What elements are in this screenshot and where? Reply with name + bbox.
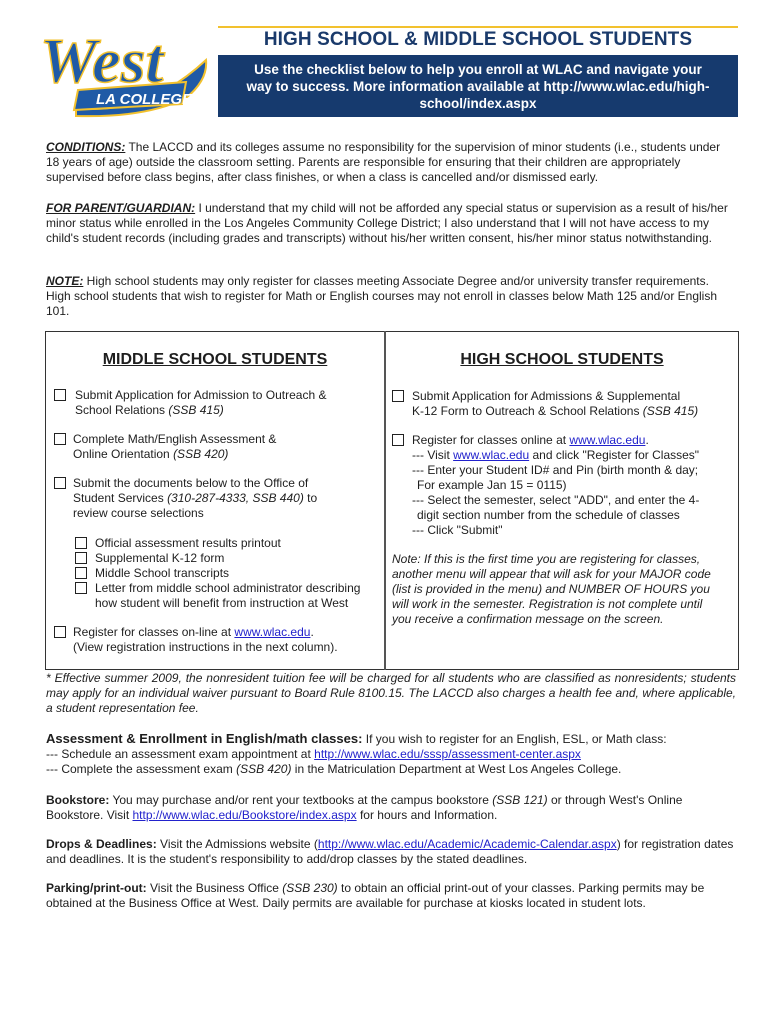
step-line	[412, 463, 699, 478]
assessment-center-link[interactable]: http://www.wlac.edu/sssp/assessment-center.aspx	[314, 747, 581, 761]
page-title: HIGH SCHOOL & MIDDLE SCHOOL STUDENTS	[263, 29, 693, 50]
note-text: High school students may only register for classes meeting Associate Degree and/or university transfer requirements. High school students that wish to register for Math or English courses may not enroll in classes below Math 125 and/or English 101.	[46, 274, 718, 318]
drops-label: Drops & Deadlines:	[46, 837, 157, 851]
note-paragraph	[46, 274, 736, 319]
item-text: Submit Application for Admissions & Supplemental	[412, 389, 681, 403]
step-text: Enter your Student ID# and Pin (birth month & day;	[427, 463, 699, 477]
hs-registration-steps	[412, 448, 699, 538]
step-text: For example Jan 15 = 0115)	[417, 478, 567, 492]
phone-room-reference: (310-287-4333, SSB 440)	[167, 491, 304, 505]
note-line: you receive a confirmation message on the screen.	[392, 612, 664, 626]
banner-line: school/index.aspx	[419, 96, 537, 111]
item-text: School Relations	[75, 403, 169, 417]
middle-school-title: MIDDLE SCHOOL STUDENTS	[102, 351, 328, 368]
step-text: Select the semester, select "ADD", and enter the 4-	[427, 493, 700, 507]
parking-text: to obtain an official print-out of your classes. Parking permits may be obtained at the Business Office at West. Daily permits are available for purchase at kiosks located in student lots.	[46, 881, 705, 910]
checkbox[interactable]	[392, 434, 404, 446]
item-text: Register for classes online at	[412, 433, 570, 447]
parent-guardian-label: FOR PARENT/GUARDIAN:	[46, 201, 196, 215]
checkbox[interactable]	[54, 433, 66, 445]
note-line: will work in the semester. Registration is not complete until	[392, 597, 703, 611]
header-gold-rule	[218, 26, 738, 28]
conditions-label: CONDITIONS:	[46, 140, 126, 154]
parent-guardian-paragraph	[46, 201, 736, 246]
academic-calendar-link[interactable]: http://www.wlac.edu/Academic/Academic-Calendar.aspx	[317, 837, 617, 851]
note-line: Note: If this is the first time you are registering for classes,	[392, 552, 701, 566]
banner-line: way to success. More information available at http://www.wlac.edu/high-	[246, 79, 710, 94]
drops-deadlines-section	[46, 837, 736, 867]
item-text: .	[310, 625, 314, 639]
step-text: and click "Register for Classes"	[529, 448, 700, 462]
intro-banner	[218, 55, 738, 117]
room-reference: (SSB 121)	[492, 793, 548, 807]
item-text: Submit Application for Admission to Outreach &	[75, 388, 327, 402]
step-line	[412, 523, 699, 538]
item-text: to	[303, 491, 318, 505]
checklist-divider	[384, 331, 386, 670]
conditions-paragraph	[46, 140, 736, 185]
assessment-step: in the Matriculation Department at West Los Angeles College.	[291, 762, 622, 776]
west-la-college-logo	[36, 20, 216, 118]
step-prefix: ---	[412, 523, 428, 537]
item-text: Online Orientation	[73, 447, 174, 461]
step-text: Click "Submit"	[427, 523, 503, 537]
checkbox[interactable]	[75, 537, 87, 549]
document-text: Letter from middle school administrator describing	[95, 581, 361, 595]
step-line	[412, 508, 699, 523]
assessment-text: If you wish to register for an English, ESL, or Math class:	[362, 732, 667, 746]
step-line	[412, 493, 699, 508]
step-line	[412, 448, 699, 463]
parking-label: Parking/print-out:	[46, 881, 147, 895]
room-reference: (SSB 415)	[642, 404, 699, 418]
step-prefix: --- Visit	[412, 448, 454, 462]
note-line: another menu will appear that will ask for your MAJOR code	[392, 567, 711, 581]
logo-graphic	[36, 20, 216, 118]
item-text: Submit the documents below to the Office of	[73, 476, 309, 490]
wlac-link[interactable]: www.wlac.edu	[569, 433, 646, 447]
checkbox[interactable]	[75, 552, 87, 564]
checkbox[interactable]	[75, 582, 87, 594]
banner-line: Use the checklist below to help you enroll at WLAC and navigate your	[254, 62, 702, 77]
item-text: (View registration instructions in the next column).	[73, 640, 338, 654]
bookstore-text: for hours and Information.	[356, 808, 498, 822]
item-text: K-12 Form to Outreach & School Relations	[412, 404, 643, 418]
item-text: Register for classes on-line at	[73, 625, 235, 639]
bookstore-section	[46, 793, 736, 823]
assessment-section	[46, 731, 736, 777]
hs-registration-note	[392, 552, 732, 627]
checkbox[interactable]	[54, 389, 66, 401]
parking-section	[46, 881, 736, 911]
assessment-step: --- Complete the assessment exam	[46, 762, 237, 776]
room-reference: (SSB 415)	[168, 403, 224, 417]
drops-text: ) for registration dates and deadlines. It is the student's responsibility to add/drop classes by the stated deadlines.	[46, 837, 734, 866]
tuition-footnote: * Effective summer 2009, the nonresident tuition fee will be charged for all students who are classified as nonresidents; students may apply for an individual waiver pursuant to Board Rule 8100.15. The LACCD also charges a health fee and, where applicable, a student representation fee.	[46, 671, 736, 715]
parent-guardian-text: I understand that my child will not be afforded any special status or supervision as a result of his/her minor status while enrolled in the Los Angeles Community College District; I also understand that I will not have access to my child's student records (including grades and transcripts) without his/her written consent, his/her minor status notwithstanding.	[46, 201, 728, 245]
bookstore-text: You may purchase and/or rent your textbooks at the campus bookstore	[109, 793, 493, 807]
drops-text: Visit the Admissions website (	[156, 837, 318, 851]
checkbox[interactable]	[75, 567, 87, 579]
wlac-link[interactable]: www.wlac.edu	[234, 625, 311, 639]
assessment-step: --- Schedule an assessment exam appointment at	[46, 747, 315, 761]
logo-subtitle: LA COLLEGE	[96, 91, 193, 108]
item-text: review course selections	[73, 506, 204, 520]
step-prefix: ---	[412, 463, 428, 477]
logo-wordmark: West	[40, 25, 164, 96]
note-label: NOTE:	[46, 274, 84, 288]
bookstore-label: Bookstore:	[46, 793, 110, 807]
parking-text: Visit the Business Office	[146, 881, 283, 895]
room-reference: (SSB 230)	[282, 881, 338, 895]
high-school-title: HIGH SCHOOL STUDENTS	[460, 351, 664, 368]
checkbox[interactable]	[54, 626, 66, 638]
item-text: .	[645, 433, 649, 447]
step-line	[412, 478, 699, 493]
room-reference: (SSB 420)	[236, 762, 292, 776]
document-text: Official assessment results printout	[95, 536, 281, 550]
wlac-link[interactable]: www.wlac.edu	[453, 448, 530, 462]
assessment-label: Assessment & Enrollment in English/math classes:	[46, 731, 363, 746]
step-prefix: ---	[412, 493, 428, 507]
item-text: Student Services	[73, 491, 168, 505]
bookstore-text: or through West's Online Bookstore. Visit	[46, 793, 683, 822]
document-text: Middle School transcripts	[95, 566, 230, 580]
room-reference: (SSB 420)	[173, 447, 229, 461]
checkbox[interactable]	[392, 390, 404, 402]
note-line: (list is provided in the menu) and NUMBER OF HOURS you	[392, 582, 710, 596]
document-text: Supplemental K-12 form	[95, 551, 225, 565]
item-text: Complete Math/English Assessment &	[73, 432, 277, 446]
checkbox[interactable]	[54, 477, 66, 489]
document-text: how student will benefit from instruction at West	[95, 596, 349, 610]
bookstore-link[interactable]: http://www.wlac.edu/Bookstore/index.aspx	[132, 808, 357, 822]
conditions-text: The LACCD and its colleges assume no responsibility for the supervision of minor students (i.e., students under 18 years of age) outside the classroom setting. Parents are responsible for ensuring that their children are appropriately supervised before class begins, after class finishes, or when a class is cancelled and/or dismissed early.	[46, 140, 721, 184]
step-text: digit section number from the schedule of classes	[417, 508, 680, 522]
